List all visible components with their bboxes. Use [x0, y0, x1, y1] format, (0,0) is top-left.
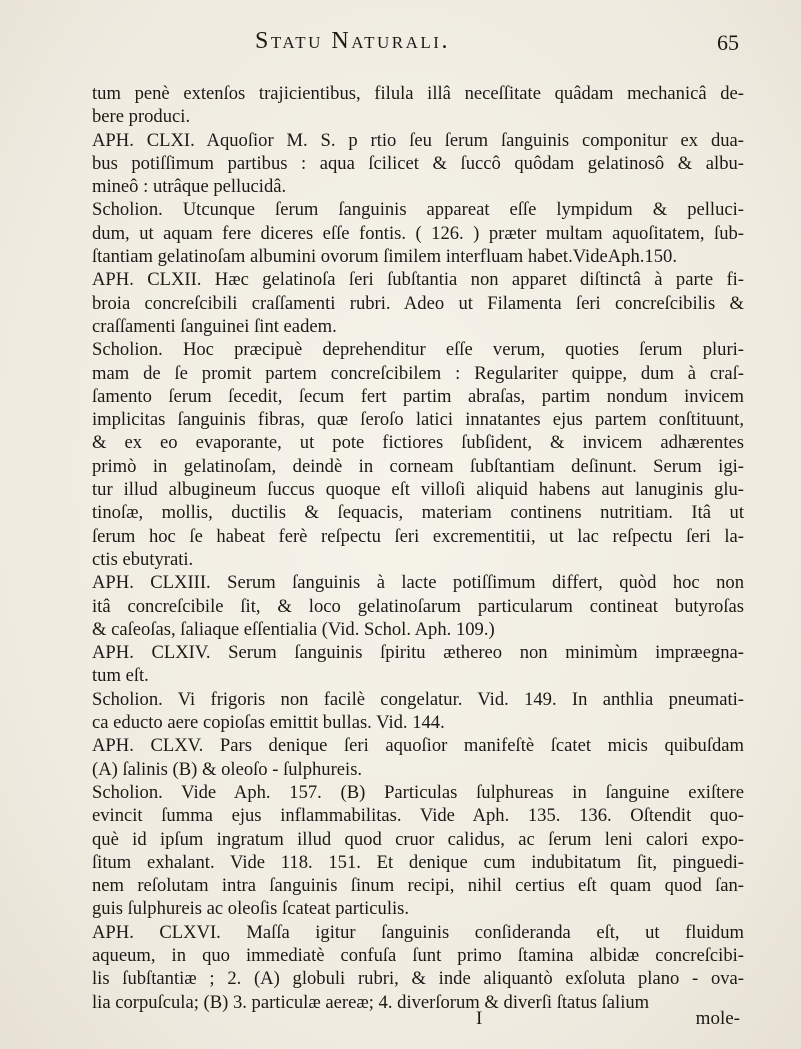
text-line: primò in gelatinoſam, deindè in corneam ſubſtantiam deſinunt. Serum igi-: [92, 455, 744, 477]
text-line: dum, ut aquam fere diceres eſſe fontis. ( 126. ) præter multam aquoſitatem, ſub-: [92, 222, 744, 244]
text-line: & caſeoſas, ſaliaque eſſentialia (Vid. Schol. Aph. 109.): [92, 618, 495, 640]
text-line: lia corpuſcula; (B) 3. particulæ aereæ; 4. diverſorum & diverſi ſtatus ſalium: [92, 991, 650, 1013]
text-line: APH. CLXVI. Maſſa igitur ſanguinis conſideranda eſt, ut fluidum: [92, 921, 744, 943]
text-line: APH. CLXV. Pars denique ſeri aquoſior manifeſtè ſcatet micis quibuſdam: [92, 735, 744, 757]
page-number: 65: [717, 30, 739, 55]
body-text: [92, 82, 744, 1014]
text-line: APH. CLXII. Hæc gelatinoſa ſeri ſubſtantia non apparet diſtinctâ à parte fi-: [92, 269, 744, 291]
text-line: tinoſæ, mollis, ductilis & ſequacis, materiam continens nutritiam. Itâ ut: [92, 502, 744, 524]
text-line: nem reſolutam intra ſanguinis ſinum recipi, nihil certius eſt quam quod ſan-: [92, 875, 744, 897]
text-line: ſitum exhalant. Vide 118. 151. Et denique cum indubitatum ſit, pinguedi-: [92, 851, 744, 873]
text-line: APH. CLXIII. Serum ſanguinis à lacte potiſſimum differt, quòd hoc non: [92, 572, 744, 594]
text-line: lis ſubſtantiæ ; 2. (A) globuli rubri, & inde aliquantò exſoluta plano - ova-: [92, 968, 744, 990]
text-line: què id ipſum ingratum illud quod cruor calidus, ac ſerum leni calori expo-: [92, 828, 744, 850]
text-line: tum penè extenſos trajicientibus, filula illâ neceſſitate quâdam mechanicâ de-: [92, 83, 744, 104]
text-line: evincit ſumma ejus inflammabilitas. Vide Aph. 135. 136. Oſtendit quo-: [92, 805, 744, 827]
text-line: ca educto aere copioſas emittit bullas. Vid. 144.: [92, 712, 445, 734]
text-line: ſamento ſerum ſecedit, ſecum fert partim abraſas, partim nondum invicem: [92, 385, 744, 407]
signature-mark: I: [476, 1008, 483, 1029]
text-line: Scholion. Vide Aph. 157. (B) Particulas ſulphureas in ſanguine exiſtere: [92, 781, 744, 803]
text-line: bere produci.: [92, 106, 191, 128]
text-line: ctis ebutyrati.: [92, 548, 194, 570]
text-line: Scholion. Utcunque ſerum ſanguinis appareat eſſe lympidum & pelluci-: [92, 199, 744, 221]
text-line: ſtantiam gelatinoſam albumini ovorum ſimilem interfluam habet.VideAph.150.: [92, 246, 677, 268]
text-line: tur illud albugineum ſuccus quoque eſt villoſi aliquid habens aut lanuginis glu-: [92, 479, 744, 501]
catchword: mole-: [695, 1008, 740, 1029]
text-line: mam de ſe promit partem concreſcibilem : Regulariter quippe, dum à craſ-: [92, 362, 744, 384]
text-line: APH. CLXI. Aquoſior M. S. p rtio ſeu ſerum ſanguinis componitur ex dua-: [92, 129, 744, 151]
text-line: APH. CLXIV. Serum ſanguinis ſpiritu æthereo non minimùm impræegna-: [92, 642, 744, 664]
text-line: (A) ſalinis (B) & oleoſo - ſulphureis.: [92, 758, 363, 780]
text-line: Scholion. Vi frigoris non facilè congelatur. Vid. 149. In anthlia pneumati-: [92, 688, 744, 710]
text-line: ſerum hoc ſe habeat ferè reſpectu ſeri excrementitii, ut lac reſpectu ſeri la-: [92, 525, 744, 547]
text-line: itâ concreſcibile ſit, & loco gelatinoſarum particularum contineat butyroſas: [92, 595, 744, 617]
text-line: tum eſt.: [92, 665, 149, 687]
text-line: bus potiſſimum partibus : aqua ſcilicet & ſuccô quôdam gelatinosô & albu-: [92, 152, 744, 174]
text-line: implicitas ſanguinis fibras, quæ ſeroſo latici innatantes ejus partem conſtituunt,: [92, 409, 744, 431]
page-footer: [92, 1008, 744, 1034]
text-line: guis ſulphureis ac oleoſis ſcateat particulis.: [92, 898, 410, 920]
text-line: & ex eo evaporante, ut pote fictiores ſubſident, & invicem adhærentes: [92, 432, 744, 454]
text-line: aqueum, in quo immediatè confuſa ſunt primo ſtamina albidæ concreſcibi-: [92, 944, 744, 966]
text-line: mineô : utrâque pellucidâ.: [92, 176, 287, 198]
text-line: Scholion. Hoc præcipuè deprehenditur eſſe verum, quoties ſerum pluri-: [92, 339, 744, 361]
running-title: Statu Naturali.: [255, 28, 450, 54]
page-header: [90, 22, 739, 62]
text-line: craſſamenti ſanguinei ſint eadem.: [92, 315, 337, 337]
text-line: broia concreſcibili craſſamenti rubri. Adeo ut Filamenta ſeri concreſcibilis &: [92, 292, 744, 314]
